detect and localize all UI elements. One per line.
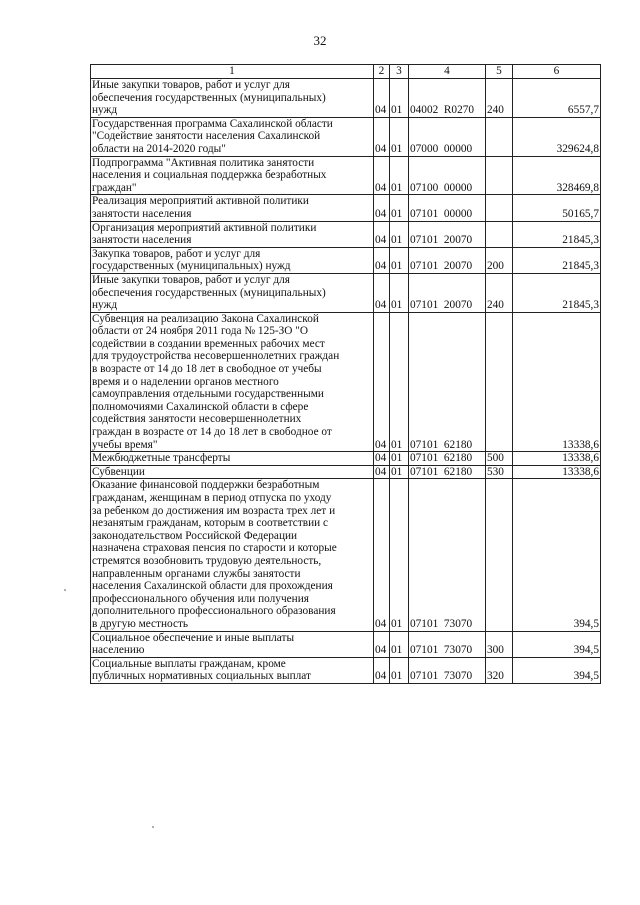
row-expense-type [486,156,513,195]
row-amount: 394,5 [513,631,601,657]
row-section-code: 04 [374,273,390,312]
table-row [91,273,601,312]
row-target-article: 07100 00000 [409,156,486,195]
row-target-article: 07101 73070 [409,657,486,683]
row-section-code: 04 [374,156,390,195]
row-description: Межбюджетные трансферты [91,452,374,466]
column-header-2: 2 [374,65,390,79]
row-amount: 21845,3 [513,247,601,273]
row-expense-type [486,312,513,452]
column-header-1: 1 [91,65,374,79]
row-subsection-code: 01 [390,195,409,221]
table-row [91,195,601,221]
row-amount: 328469,8 [513,156,601,195]
table-row [91,221,601,247]
row-description: Организация мероприятий активной политики занятости населения [91,221,374,247]
column-header-6: 6 [513,65,601,79]
row-subsection-code: 01 [390,247,409,273]
row-subsection-code: 01 [390,117,409,156]
row-description: Иные закупки товаров, работ и услуг для обеспечения государственных (муниципальных) нужд [91,273,374,312]
row-description: Оказание финансовой поддержки безработным гражданам, женщинам в период отпуска по уходу за ребенком до достижения им возраста трех лет и незанятым гражданам, которым в соответствии с законодательством Российской Федерации назначена страховая пенсия по старости и которые стремятся возобновить трудовую деятельность, направленным органами службы занятости населения Сахалинской области для прохождения профессионального обучения или получения дополнительного профессионального образования в другую местность [91,479,374,631]
row-amount: 394,5 [513,657,601,683]
row-section-code: 04 [374,117,390,156]
row-section-code: 04 [374,79,390,118]
row-section-code: 04 [374,312,390,452]
row-target-article: 07101 62180 [409,452,486,466]
row-section-code: 04 [374,247,390,273]
row-target-article: 07101 20070 [409,273,486,312]
page-number: 32 [313,33,327,48]
row-target-article: 07000 00000 [409,117,486,156]
table-row [91,156,601,195]
row-amount: 394,5 [513,479,601,631]
budget-table [90,64,601,684]
row-description: Закупка товаров, работ и услуг для государственных (муниципальных) нужд [91,247,374,273]
row-target-article: 07101 20070 [409,247,486,273]
table-row [91,117,601,156]
row-expense-type: 500 [486,452,513,466]
scan-speck [152,826,154,828]
scan-speck [64,589,66,591]
row-description: Социальное обеспечение и иные выплаты населению [91,631,374,657]
row-expense-type [486,195,513,221]
row-amount: 21845,3 [513,221,601,247]
table-row [91,312,601,452]
row-description: Субвенции [91,465,374,479]
row-subsection-code: 01 [390,312,409,452]
row-subsection-code: 01 [390,452,409,466]
row-description: Государственная программа Сахалинской области "Содействие занятости населения Сахалинской области на 2014-2020 годы" [91,117,374,156]
row-amount: 6557,7 [513,79,601,118]
row-subsection-code: 01 [390,156,409,195]
table-row [91,79,601,118]
row-amount: 329624,8 [513,117,601,156]
column-header-4: 4 [409,65,486,79]
row-expense-type [486,221,513,247]
row-target-article: 07101 73070 [409,479,486,631]
row-amount: 13338,6 [513,465,601,479]
row-target-article: 07101 20070 [409,221,486,247]
row-section-code: 04 [374,221,390,247]
table-row [91,479,601,631]
row-expense-type: 200 [486,247,513,273]
row-section-code: 04 [374,452,390,466]
row-subsection-code: 01 [390,79,409,118]
row-description: Социальные выплаты гражданам, кроме публичных нормативных социальных выплат [91,657,374,683]
row-section-code: 04 [374,465,390,479]
row-expense-type: 300 [486,631,513,657]
row-section-code: 04 [374,657,390,683]
column-header-5: 5 [486,65,513,79]
row-section-code: 04 [374,479,390,631]
row-subsection-code: 01 [390,273,409,312]
table-header-row [91,65,601,79]
row-subsection-code: 01 [390,631,409,657]
row-description: Иные закупки товаров, работ и услуг для обеспечения государственных (муниципальных) нужд [91,79,374,118]
row-subsection-code: 01 [390,221,409,247]
row-amount: 21845,3 [513,273,601,312]
row-expense-type: 240 [486,273,513,312]
row-section-code: 04 [374,195,390,221]
row-target-article: 07101 73070 [409,631,486,657]
table-row [91,247,601,273]
row-amount: 50165,7 [513,195,601,221]
row-description: Реализация мероприятий активной политики занятости населения [91,195,374,221]
row-target-article: 07101 62180 [409,312,486,452]
row-expense-type [486,479,513,631]
row-target-article: 04002 R0270 [409,79,486,118]
row-subsection-code: 01 [390,465,409,479]
table-row [91,631,601,657]
row-amount: 13338,6 [513,312,601,452]
row-expense-type: 240 [486,79,513,118]
row-target-article: 07101 62180 [409,465,486,479]
column-header-3: 3 [390,65,409,79]
row-subsection-code: 01 [390,479,409,631]
row-description: Субвенция на реализацию Закона Сахалинской области от 24 ноября 2011 года № 125-ЗО "О содействии в создании временных рабочих мест для трудоустройства несовершеннолетних граждан в возрасте от 14 до 18 лет в свободное от учебы время и о наделении органов местного самоуправления отдельными государственными полномочиями Сахалинской области в сфере содействия занятости несовершеннолетних граждан в возрасте от 14 до 18 лет в свободное от учебы время" [91,312,374,452]
row-expense-type: 320 [486,657,513,683]
row-target-article: 07101 00000 [409,195,486,221]
row-description: Подпрограмма "Активная политика занятости населения и социальная поддержка безработных граждан" [91,156,374,195]
row-expense-type: 530 [486,465,513,479]
table-row [91,657,601,683]
row-section-code: 04 [374,631,390,657]
table-row [91,465,601,479]
row-amount: 13338,6 [513,452,601,466]
table-row [91,452,601,466]
row-subsection-code: 01 [390,657,409,683]
row-expense-type [486,117,513,156]
